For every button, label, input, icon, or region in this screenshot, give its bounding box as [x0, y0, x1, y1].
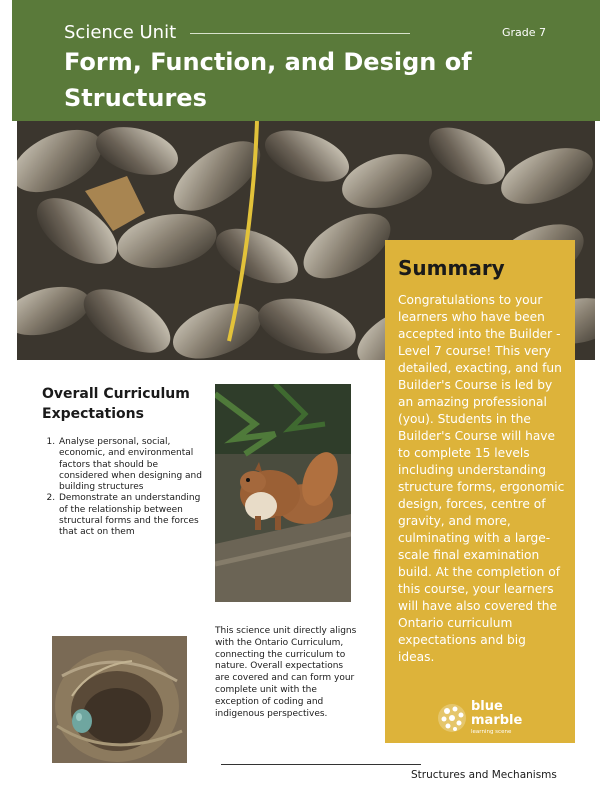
footer-rule — [221, 764, 421, 765]
logo-text-blue: blue — [471, 699, 503, 714]
alignment-paragraph: This science unit directly aligns with the Ontario Curriculum, connecting the curriculum to nature. Overall expectations are covered and can form your complete unit with the exception of coding and indigenous perspectives. — [215, 626, 357, 719]
nest-image — [52, 636, 187, 763]
header-banner — [12, 0, 600, 121]
header-rule — [190, 33, 410, 34]
logo-text-tagline: learning scene — [471, 729, 512, 735]
grade-label: Grade 7 — [502, 26, 547, 39]
squirrel-photo — [215, 384, 351, 602]
summary-box — [385, 240, 575, 743]
list-item: 1. Analyse personal, social, economic, and environmental factors that should be considered when designing and building structures — [58, 437, 202, 493]
expectations-heading: Overall Curriculum Expectations — [42, 386, 190, 422]
bird-nest-photo — [52, 636, 187, 763]
summary-heading: Summary — [398, 256, 505, 280]
curriculum-expectations — [42, 384, 202, 539]
marble-dots-icon — [437, 702, 467, 734]
expectations-list — [42, 437, 202, 539]
summary-body: Congratulations to your learners who have been accepted into the Builder - Level 7 course! This very detailed, exacting, and fun Builder's Course is led by an amazing professional (you). Students in the Builder's Course will have to complete 15 levels including understanding structure forms, ergonomic design, forces, centre of gravity, and more, culminating with a large-scale final examination build. At the completion of this course, your learners will have also covered the Ontario curriculum expectations and big ideas. — [398, 293, 565, 664]
footer-label: Structures and Mechanisms — [411, 769, 557, 781]
squirrel-image — [215, 384, 351, 602]
list-item: 2. Demonstrate an understanding of the relationship between structural forms and the forces that act on them — [58, 493, 202, 538]
page-title: Form, Function, and Design of Structures — [64, 48, 472, 112]
logo-text-marble: marble — [471, 713, 523, 728]
blue-marble-logo — [437, 700, 547, 736]
unit-label: Science Unit — [64, 22, 177, 43]
